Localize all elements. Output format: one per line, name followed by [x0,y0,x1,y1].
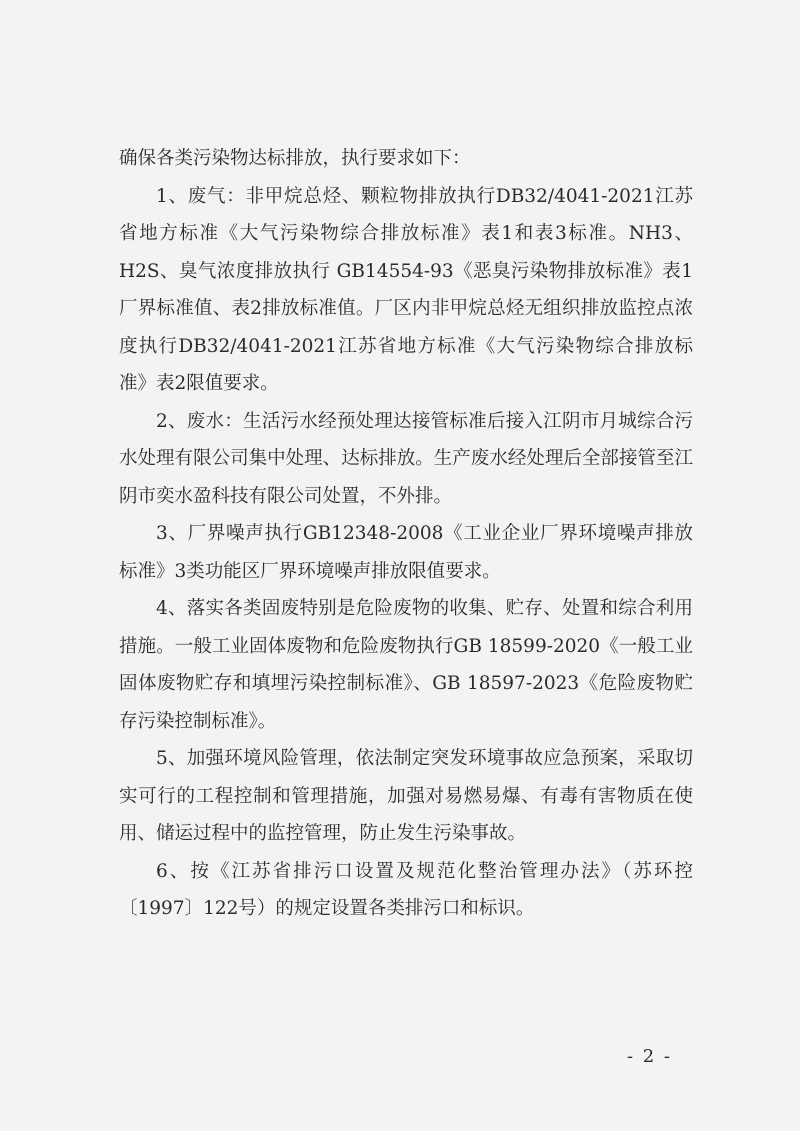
paragraph-solid-waste: 4、落实各类固废特别是危险废物的收集、贮存、处置和综合利用措施。一般工业固体废物和危险废物执行GB 18599-2020《一般工业固体废物贮存和填埋污染控制标准》、GB 18597-2023《危险废物贮存污染控制标准》。 [119,598,693,732]
paragraph-intro: 确保各类污染物达标排放，执行要求如下： [119,148,471,169]
page-number: - 2 - [626,1046,672,1067]
paragraph-risk-management: 5、加强环境风险管理，依法制定突发环境事故应急预案，采取切实可行的工程控制和管理措施，加强对易燃易爆、有毒有害物质在使用、储运过程中的监控管理，防止发生污染事故。 [119,748,693,844]
paragraph-discharge-outlets: 6、按《江苏省排污口设置及规范化整治管理办法》（苏环控〔1997〕122号）的规定设置各类排污口和标识。 [119,860,693,919]
paragraph-noise: 3、厂界噪声执行GB12348-2008《工业企业厂界环境噪声排放标准》3类功能区厂界环境噪声排放限值要求。 [119,523,693,582]
document-body [119,140,693,928]
paragraph-wastewater: 2、废水：生活污水经预处理达接管标准后接入江阴市月城综合污水处理有限公司集中处理、达标排放。生产废水经处理后全部接管至江阴市奕水盈科技有限公司处置，不外排。 [119,410,693,507]
paragraph-exhaust-gas: 1、废气：非甲烷总烃、颗粒物排放执行DB32/4041-2021江苏省地方标准《大气污染物综合排放标准》表1和表3标准。NH3、H2S、臭气浓度排放执行 GB14554-93《恶臭污染物排放标准》表1厂界标准值、表2排放标准值。厂区内非甲烷总烃无组织排放监控点浓度执行DB32/4041-2021江苏省地方标准《大气污染物综合排放标准》表2限值要求。 [119,185,693,394]
